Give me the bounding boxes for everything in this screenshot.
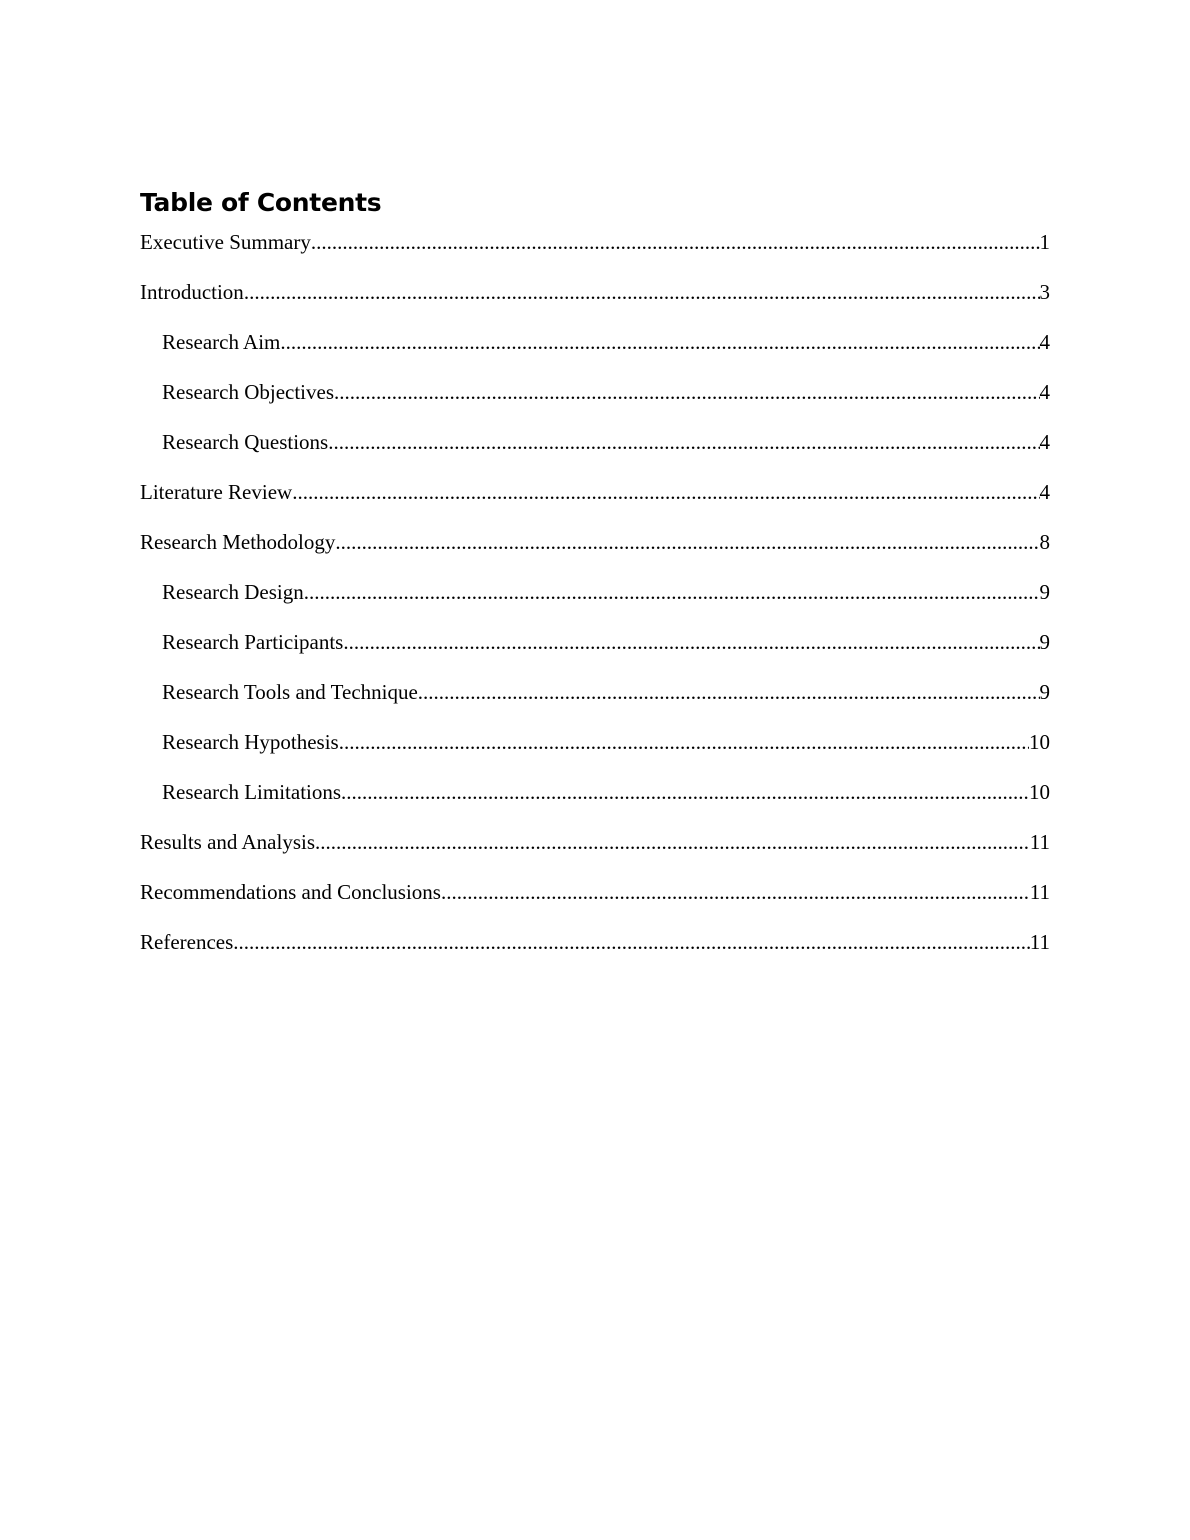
toc-entry-page-number: 3 bbox=[1039, 280, 1050, 304]
toc-entry-title: Literature Review bbox=[140, 480, 293, 504]
toc-entry-title: Research Design bbox=[162, 580, 304, 604]
toc-entry[interactable] bbox=[140, 279, 1050, 329]
toc-entry[interactable] bbox=[140, 329, 1050, 379]
toc-entry[interactable] bbox=[140, 729, 1050, 779]
toc-entry-title: Research Limitations bbox=[162, 780, 342, 804]
toc-entry[interactable] bbox=[140, 529, 1050, 579]
toc-entry[interactable] bbox=[140, 229, 1050, 279]
toc-heading: Table of Contents bbox=[140, 188, 382, 217]
toc-entry[interactable] bbox=[140, 629, 1050, 679]
dot-leader bbox=[418, 679, 1040, 705]
dot-leader bbox=[233, 929, 1029, 955]
dot-leader bbox=[315, 829, 1030, 855]
toc-entry[interactable] bbox=[140, 879, 1050, 929]
dot-leader bbox=[343, 629, 1039, 655]
toc-entry-page-number: 9 bbox=[1039, 680, 1050, 704]
toc-entry-page-number: 9 bbox=[1039, 580, 1050, 604]
toc-entry[interactable] bbox=[140, 479, 1050, 529]
toc-entry-title: Research Tools and Technique bbox=[162, 680, 418, 704]
toc-entry-page-number: 4 bbox=[1039, 430, 1050, 454]
toc-entry-title: Research Objectives bbox=[162, 380, 335, 404]
toc-entry[interactable] bbox=[140, 379, 1050, 429]
dot-leader bbox=[292, 479, 1039, 505]
toc-entry[interactable] bbox=[140, 579, 1050, 629]
toc-entry-title: Research Aim bbox=[162, 330, 281, 354]
toc-entry-page-number: 10 bbox=[1029, 780, 1050, 804]
toc-entry[interactable] bbox=[140, 679, 1050, 729]
toc-entry-page-number: 4 bbox=[1039, 330, 1050, 354]
table-of-contents bbox=[140, 186, 1050, 979]
dot-leader bbox=[280, 329, 1039, 355]
toc-entry-title: Introduction bbox=[140, 280, 244, 304]
toc-entry-page-number: 11 bbox=[1029, 830, 1050, 854]
toc-list bbox=[140, 229, 1050, 979]
toc-entry-title: Results and Analysis bbox=[140, 830, 316, 854]
dot-leader bbox=[311, 229, 1040, 255]
toc-entry-title: Research Participants bbox=[162, 630, 344, 654]
toc-entry-page-number: 11 bbox=[1029, 930, 1050, 954]
toc-entry-page-number: 4 bbox=[1039, 480, 1050, 504]
toc-entry-title: Research Questions bbox=[162, 430, 329, 454]
toc-entry[interactable] bbox=[140, 779, 1050, 829]
toc-entry-title: Executive Summary bbox=[140, 230, 311, 254]
toc-entry-page-number: 1 bbox=[1039, 230, 1050, 254]
dot-leader bbox=[341, 779, 1029, 805]
toc-entry-title: Research Methodology bbox=[140, 530, 336, 554]
dot-leader bbox=[328, 429, 1039, 455]
toc-entry[interactable] bbox=[140, 429, 1050, 479]
dot-leader bbox=[441, 879, 1030, 905]
toc-entry-title: References bbox=[140, 930, 234, 954]
toc-entry-title: Research Hypothesis bbox=[162, 730, 339, 754]
toc-entry[interactable] bbox=[140, 829, 1050, 879]
dot-leader bbox=[339, 729, 1029, 755]
dot-leader bbox=[304, 579, 1040, 605]
dot-leader bbox=[334, 379, 1039, 405]
toc-entry[interactable] bbox=[140, 929, 1050, 979]
toc-entry-page-number: 10 bbox=[1029, 730, 1050, 754]
toc-entry-title: Recommendations and Conclusions bbox=[140, 880, 441, 904]
dot-leader bbox=[244, 279, 1040, 305]
toc-entry-page-number: 8 bbox=[1039, 530, 1050, 554]
toc-entry-page-number: 11 bbox=[1029, 880, 1050, 904]
toc-entry-page-number: 9 bbox=[1039, 630, 1050, 654]
dot-leader bbox=[335, 529, 1039, 555]
toc-entry-page-number: 4 bbox=[1039, 380, 1050, 404]
